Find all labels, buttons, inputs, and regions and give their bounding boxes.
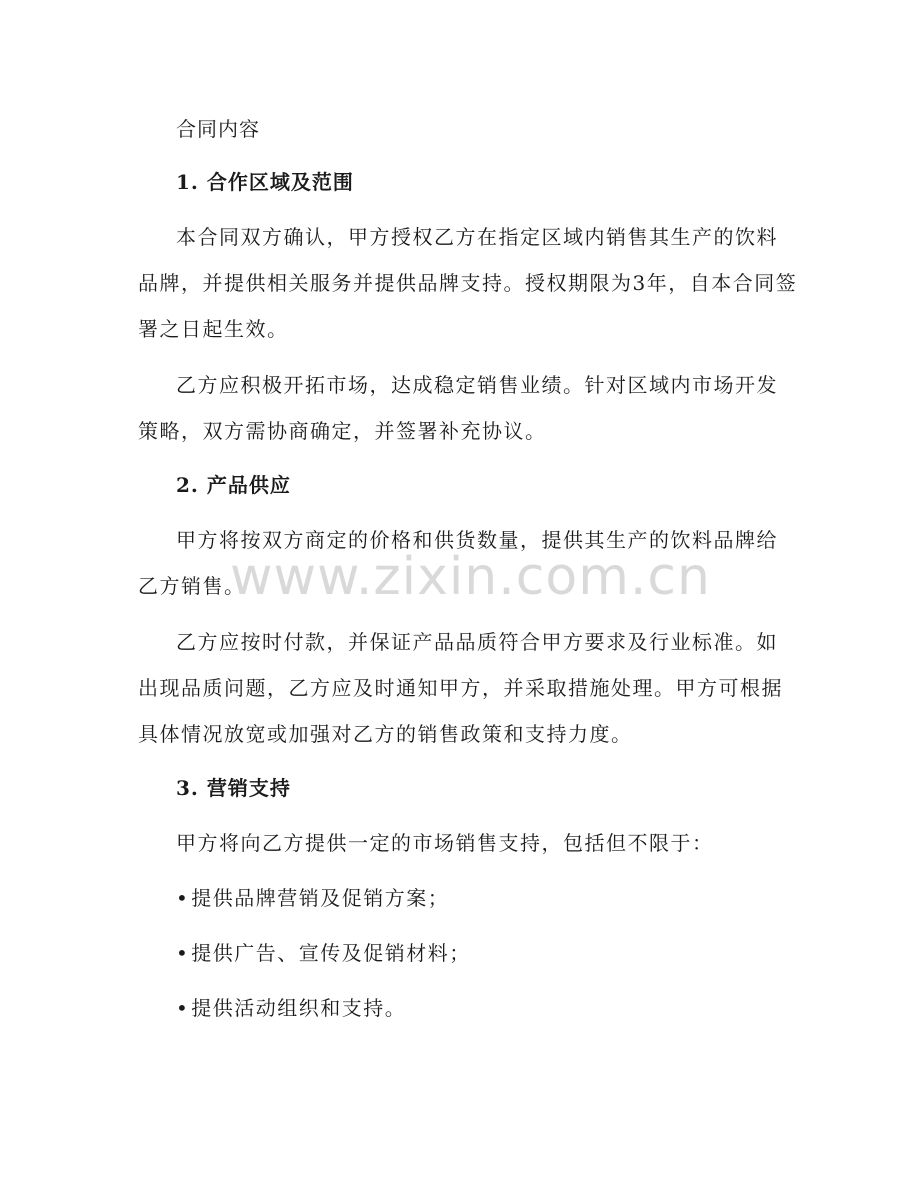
paragraph-line: 乙方销售。 xyxy=(138,574,246,598)
paragraph-line: 出现品质问题，乙方应及时通知甲方，并采取措施处理。甲方可根据 xyxy=(138,676,783,700)
list-item-text: 提供品牌营销及促销方案； xyxy=(191,886,450,910)
paragraph-line: 甲方将按双方商定的价格和供货数量，提供其生产的饮料品牌给 xyxy=(176,528,778,552)
paragraph-line: 乙方应按时付款，并保证产品品质符合甲方要求及行业标准。如 xyxy=(176,630,778,654)
section-3-heading: 3. 营销支持 xyxy=(176,776,291,800)
list-item xyxy=(176,993,406,1023)
list-item-text: 提供广告、宣传及促销材料； xyxy=(191,941,471,965)
section-2-heading: 2. 产品供应 xyxy=(176,473,291,497)
bullet-icon: • xyxy=(176,996,190,1020)
list-item xyxy=(176,938,471,968)
paragraph-line: 甲方将向乙方提供一定的市场销售支持，包括但不限于： xyxy=(176,831,714,855)
bullet-icon: • xyxy=(176,886,190,910)
watermark: www.zixin.com.cn xyxy=(230,547,711,607)
paragraph-line: 本合同双方确认，甲方授权乙方在指定区域内销售其生产的饮料 xyxy=(176,225,778,249)
paragraph-line: 署之日起生效。 xyxy=(138,317,289,341)
list-item xyxy=(176,883,449,913)
paragraph-line: 策略，双方需协商确定，并签署补充协议。 xyxy=(138,419,547,443)
paragraph-line: 乙方应积极开拓市场，达成稳定销售业绩。针对区域内市场开发 xyxy=(176,373,778,397)
paragraph-line: 具体情况放宽或加强对乙方的销售政策和支持力度。 xyxy=(138,722,633,746)
list-item-text: 提供活动组织和支持。 xyxy=(191,996,407,1020)
paragraph-line: 品牌，并提供相关服务并提供品牌支持。授权期限为3年，自本合同签 xyxy=(138,271,798,295)
section-1-heading: 1. 合作区域及范围 xyxy=(176,170,354,194)
document-title: 合同内容 xyxy=(176,117,260,141)
bullet-icon: • xyxy=(176,941,190,965)
